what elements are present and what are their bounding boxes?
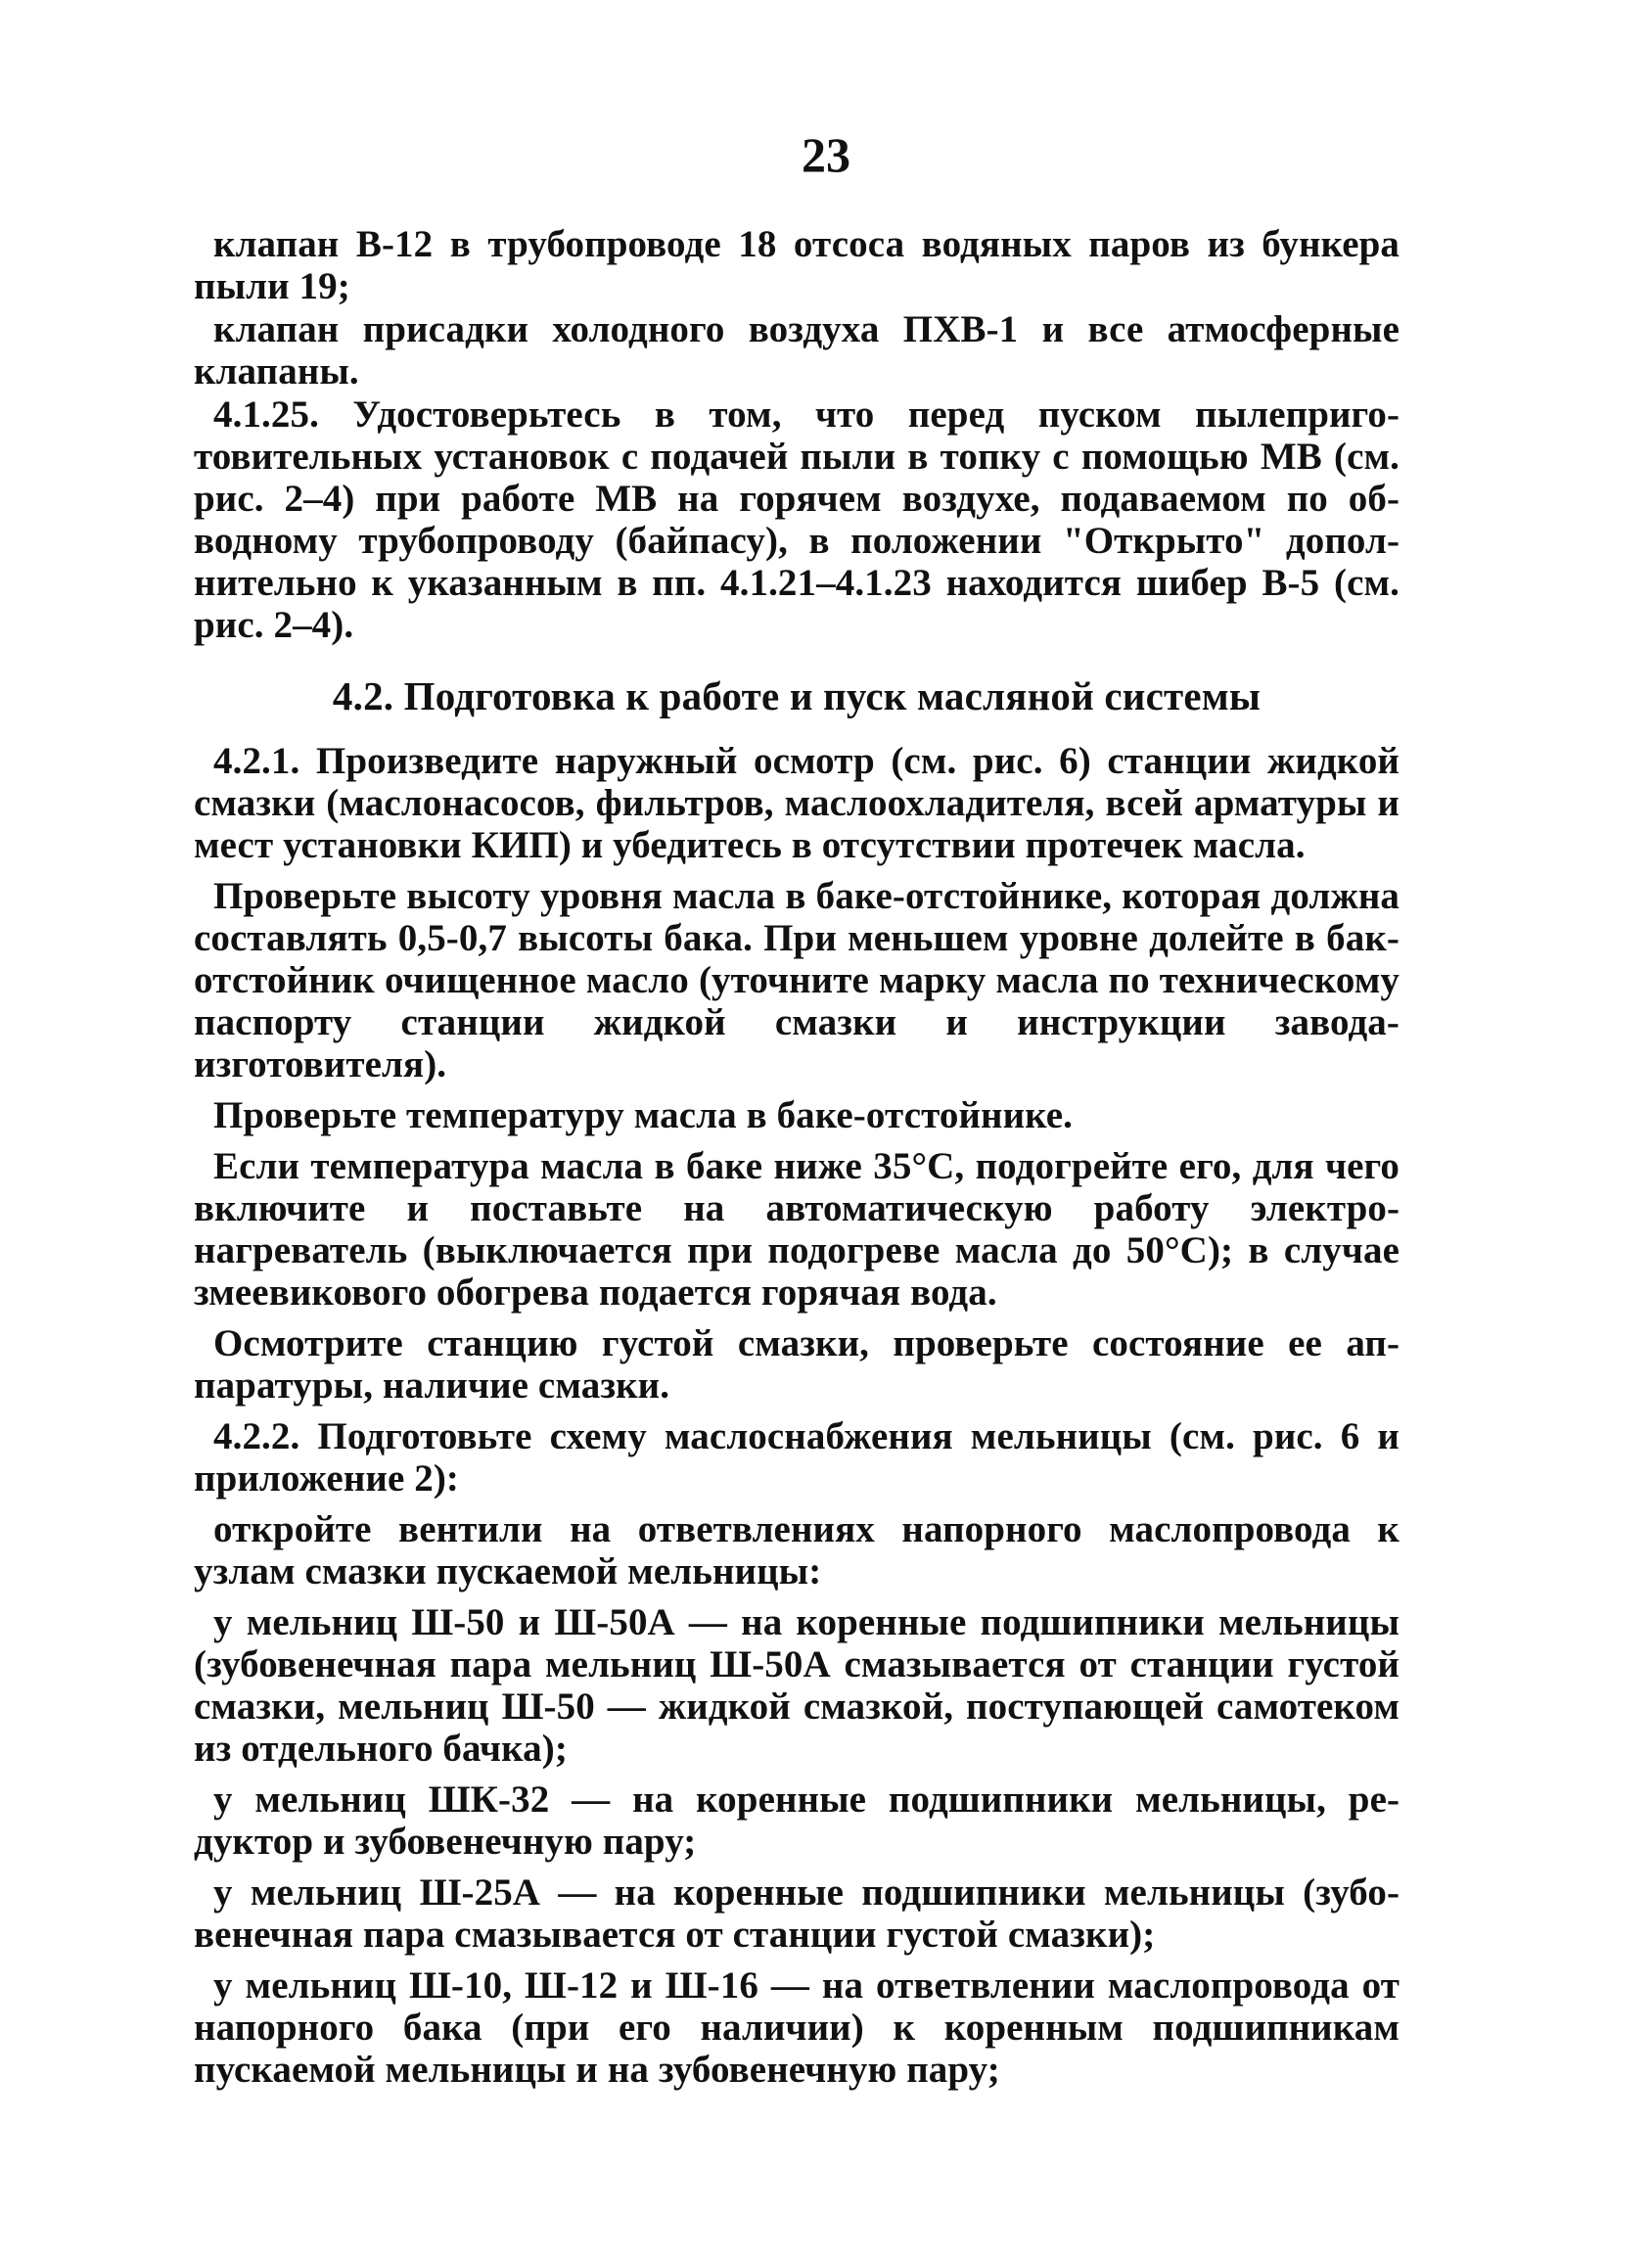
paragraph: Если температура масла в баке ниже 35°С, подогрейте его, для чего включите и поставьте на автоматическую работу электронагреватель (выключается при подогреве масла до 50°С); в случае змеевикового обогрева подается горячая вода.	[194, 1145, 1400, 1314]
paragraph: у мельниц Ш-25А — на коренные подшипники мельницы (зубовенечная пара смазывается от станции густой смазки);	[194, 1871, 1400, 1956]
paragraph: Проверьте высоту уровня масла в баке-отстойнике, которая должна составлять 0,5-0,7 высоты бака. При меньшем уровне долейте в бак-отстойник очищенное масло (уточните марку масла по техническому паспорту станции жидкой смазки и инструкции завода-изготовителя).	[194, 875, 1400, 1085]
paragraph: клапан В-12 в трубопроводе 18 отсоса водяных паров из бункера пыли 19;	[194, 223, 1400, 307]
page-number: 23	[802, 127, 850, 182]
paragraph: 4.2.1. Произведите наружный осмотр (см. рис. 6) станции жидкой смазки (маслонасосов, фильтров, маслоохладителя, всей арматуры и мест установки КИП) и убедитесь в отсутствии протечек масла.	[194, 740, 1400, 866]
page-body	[194, 223, 1400, 2092]
section-heading: 4.2. Подготовка к работе и пуск масляной системы	[332, 673, 1262, 718]
paragraph: откройте вентили на ответвлениях напорного маслопровода к узлам смазки пускаемой мельницы:	[194, 1508, 1400, 1593]
paragraph: у мельниц Ш-10, Ш-12 и Ш-16 — на ответвлении маслопровода от напорного бака (при его наличии) к коренным подшипникам пускаемой мельницы и на зубовенечную пару;	[194, 1964, 1400, 2091]
paragraph: клапан присадки холодного воздуха ПХВ-1 и все атмосферные клапаны.	[194, 308, 1400, 392]
paragraph: Осмотрите станцию густой смазки, проверьте состояние ее аппаратуры, наличие смазки.	[194, 1322, 1400, 1407]
paragraph: 4.2.2. Подготовьте схему маслоснабжения мельницы (см. рис. 6 и приложение 2):	[194, 1415, 1400, 1500]
paragraph: у мельниц ШК-32 — на коренные подшипники мельницы, редуктор и зубовенечную пару;	[194, 1778, 1400, 1863]
paragraph: Проверьте температуру масла в баке-отстойнике.	[213, 1094, 1074, 1136]
paragraph: у мельниц Ш-50 и Ш-50А — на коренные подшипники мельницы (зубовенечная пара мельниц Ш-50А смазывается от станции густой смазки, мельниц Ш-50 — жидкой смазкой, поступающей самотеком из отдельного бачка);	[194, 1601, 1400, 1770]
paragraph: 4.1.25. Удостоверьтесь в том, что перед пуском пылеприготовительных установок с подачей пыли в топку с помощью МВ (см. рис. 2–4) при работе МВ на горячем воздухе, подаваемом по обводному трубопроводу (байпасу), в положении "Открыто" дополнительно к указанным в пп. 4.1.21–4.1.23 находится шибер В-5 (см. рис. 2–4).	[194, 393, 1400, 646]
